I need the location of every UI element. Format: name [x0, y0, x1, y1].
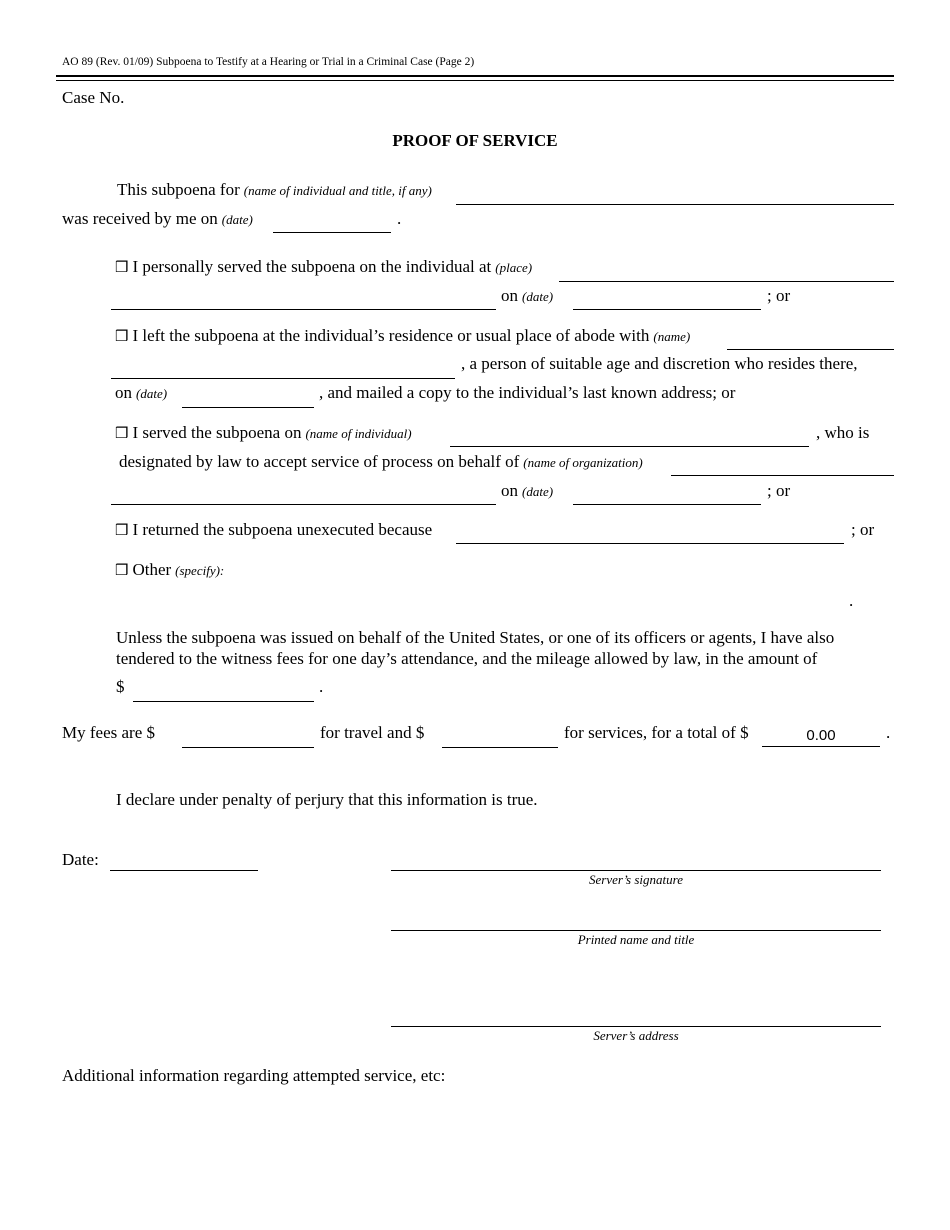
residence-on-text: on	[115, 383, 132, 402]
personal-on-row	[501, 286, 553, 306]
additional-info-label: Additional information regarding attempted service, etc:	[62, 1066, 446, 1085]
other-text: Other	[132, 560, 172, 579]
fees-total-field[interactable]	[762, 724, 880, 747]
residence-date-hint: (date)	[136, 386, 168, 401]
option-personal-row	[115, 257, 532, 277]
server-address-field[interactable]	[391, 1006, 881, 1027]
checkbox-other-icon[interactable]: ❒	[115, 561, 129, 579]
fees-travel-label: for travel and $	[320, 723, 425, 742]
designated-org-hint: (name of organization)	[523, 455, 643, 470]
personal-place-field-2[interactable]	[111, 289, 496, 310]
other-hint: (specify):	[175, 563, 225, 578]
form-id-header: AO 89 (Rev. 01/09) Subpoena to Testify at a Hearing or Trial in a Criminal Case (Page 2)	[62, 56, 475, 68]
unexecuted-reason-field[interactable]	[456, 523, 844, 544]
residence-text: I left the subpoena at the individual’s residence or usual place of abode with	[132, 326, 650, 345]
server-signature-caption: Server’s signature	[588, 872, 683, 887]
personal-or: ; or	[767, 286, 791, 305]
designated-on-row	[501, 481, 553, 501]
tender-text-line-2: tendered to the witness fees for one day’s attendance, and the mileage allowed by law, in the amount of	[116, 649, 818, 668]
designated-date-field[interactable]	[573, 484, 761, 505]
received-name-hint: (name of individual and title, if any)	[243, 183, 432, 198]
unexecuted-or: ; or	[851, 520, 875, 539]
tender-period: .	[319, 677, 324, 696]
personal-date-hint: (date)	[522, 289, 554, 304]
designated-org-field[interactable]	[671, 455, 894, 476]
checkbox-residence-icon[interactable]: ❒	[115, 327, 129, 345]
fees-period: .	[886, 723, 891, 742]
option-unexecuted-row	[115, 520, 432, 540]
declaration-text: I declare under penalty of perjury that this information is true.	[116, 790, 538, 809]
fees-travel-field[interactable]	[182, 727, 314, 748]
designated-name-hint: (name of individual)	[305, 426, 412, 441]
signature-date-field[interactable]	[110, 850, 258, 871]
designated-law-text: designated by law to accept service of process on behalf of	[119, 452, 520, 471]
additional-info-field[interactable]	[62, 1092, 896, 1206]
tender-amount-field[interactable]	[133, 681, 314, 702]
personal-text: I personally served the subpoena on the individual at	[132, 257, 492, 276]
printed-name-field[interactable]	[391, 910, 881, 931]
date-label: Date:	[62, 850, 99, 869]
individual-name-field[interactable]	[456, 184, 894, 205]
case-no-label: Case No.	[62, 88, 125, 107]
designated-or: ; or	[767, 481, 791, 500]
residence-date-field[interactable]	[182, 387, 314, 408]
residence-name-field-2[interactable]	[111, 358, 455, 379]
server-signature-field[interactable]	[391, 850, 881, 871]
personal-date-field[interactable]	[573, 289, 761, 310]
received-text: This subpoena for	[117, 180, 240, 199]
other-period: .	[849, 591, 854, 610]
received-date-hint: (date)	[221, 212, 253, 227]
tender-text-line-1: Unless the subpoena was issued on behalf of the United States, or one of its officers or agents, I have also	[116, 628, 835, 647]
fees-label: My fees are $	[62, 723, 155, 742]
designated-individual-field[interactable]	[450, 426, 809, 447]
printed-name-caption: Printed name and title	[577, 932, 695, 947]
residence-on-row	[115, 383, 167, 403]
checkbox-personal-icon[interactable]: ❒	[115, 258, 129, 276]
unexecuted-text: I returned the subpoena unexecuted because	[132, 520, 433, 539]
designated-org-row	[119, 452, 643, 472]
residence-name-hint: (name)	[653, 329, 691, 344]
page-title: PROOF OF SERVICE	[392, 131, 558, 150]
designated-text: I served the subpoena on	[132, 423, 302, 442]
residence-name-field[interactable]	[727, 329, 894, 350]
designated-on-text: on	[501, 481, 518, 500]
other-specify-field[interactable]	[240, 563, 840, 583]
tender-dollar-sign: $	[116, 677, 125, 696]
residence-suitable-text: , a person of suitable age and discretion who resides there,	[461, 354, 858, 373]
header-divider	[56, 75, 894, 81]
fees-services-field[interactable]	[442, 727, 558, 748]
residence-mailed-text: , and mailed a copy to the individual’s last known address; or	[319, 383, 736, 402]
designated-org-field-2[interactable]	[111, 484, 496, 505]
checkbox-unexecuted-icon[interactable]: ❒	[115, 521, 129, 539]
server-address-caption: Server’s address	[593, 1028, 679, 1043]
received-date-field[interactable]	[273, 212, 391, 233]
received-period: .	[397, 209, 402, 228]
designated-who-is: , who is	[816, 423, 870, 442]
received-line-2	[62, 209, 253, 229]
option-designated-row	[115, 423, 412, 443]
option-residence-row	[115, 326, 690, 346]
personal-place-hint: (place)	[495, 260, 533, 275]
personal-on-text: on	[501, 286, 518, 305]
checkbox-designated-icon[interactable]: ❒	[115, 424, 129, 442]
option-other-row	[115, 560, 224, 580]
personal-place-field[interactable]	[559, 261, 894, 282]
fees-services-label: for services, for a total of $	[564, 723, 749, 742]
received-line-1	[117, 180, 432, 200]
received-on-text: was received by me on	[62, 209, 218, 228]
designated-date-hint: (date)	[522, 484, 554, 499]
